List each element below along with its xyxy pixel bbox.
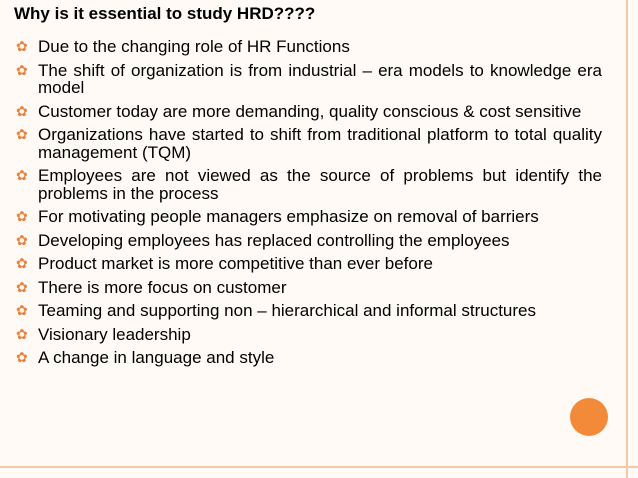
list-item-text: For motivating people managers emphasize on removal of barriers (38, 207, 539, 226)
clover-bullet-icon: ✿ (16, 168, 28, 184)
clover-bullet-icon: ✿ (16, 350, 28, 366)
list-item-text: Organizations have started to shift from traditional platform to total quality management (TQM) (38, 125, 602, 162)
list-item (14, 38, 602, 56)
list-item (14, 279, 602, 297)
clover-bullet-icon: ✿ (16, 127, 28, 143)
list-item (14, 103, 602, 121)
list-item-text: Visionary leadership (38, 324, 191, 344)
clover-bullet-icon: ✿ (16, 303, 28, 319)
list-item-text: There is more focus on customer (38, 277, 287, 297)
clover-bullet-icon: ✿ (16, 256, 28, 272)
list-item-text: Teaming and supporting non – hierarchical and informal structures (38, 301, 536, 320)
list-item (14, 349, 602, 367)
clover-bullet-icon: ✿ (16, 279, 28, 296)
list-item-text: Customer today are more demanding, quality conscious & cost sensitive (38, 101, 582, 121)
slide-title: Why is it essential to study HRD???? (14, 4, 316, 23)
list-item (14, 302, 602, 320)
clover-bullet-icon: ✿ (16, 103, 28, 120)
right-border-line (626, 0, 628, 478)
list-item (14, 208, 602, 226)
list-item-text: The shift of organization is from industrial – era models to knowledge era model (38, 60, 602, 97)
list-item-text: Developing employees has replaced controlling the employees (38, 230, 510, 250)
clover-bullet-icon: ✿ (16, 209, 28, 225)
list-item (14, 326, 602, 344)
list-item (14, 126, 602, 161)
list-item (14, 255, 602, 273)
orange-circle-decoration (570, 398, 608, 436)
clover-bullet-icon: ✿ (16, 62, 28, 79)
bottom-border-line (0, 466, 638, 468)
clover-bullet-icon: ✿ (16, 326, 28, 343)
bullet-list (14, 38, 602, 367)
list-item (14, 167, 602, 202)
slide-content (14, 4, 602, 367)
list-item-text: Product market is more competitive than ever before (38, 254, 433, 273)
list-item-text: Due to the changing role of HR Functions (38, 37, 350, 56)
clover-bullet-icon: ✿ (16, 232, 28, 249)
list-item (14, 62, 602, 97)
list-item-text: Employees are not viewed as the source of problems but identify the problems in the process (38, 166, 602, 203)
list-item-text: A change in language and style (38, 348, 275, 367)
list-item (14, 232, 602, 250)
clover-bullet-icon: ✿ (16, 39, 28, 55)
